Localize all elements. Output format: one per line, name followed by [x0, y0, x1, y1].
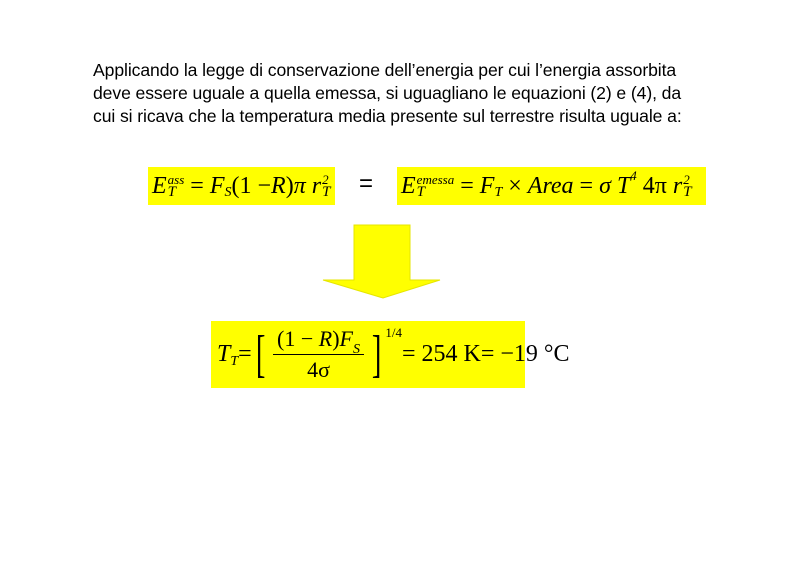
intro-line-2: deve essere uguale a quella emessa, si uguagliano le equazioni (2) e (4), da	[93, 83, 682, 103]
E-indices: ass T	[167, 172, 185, 200]
symbol-F: F	[209, 172, 225, 199]
symbol-E: E	[152, 172, 167, 199]
symbol-T: T	[217, 341, 231, 367]
symbol-pi: π	[293, 172, 306, 199]
symbol-sigma: σ	[599, 172, 611, 199]
middle-equals-sign: =	[359, 170, 374, 197]
intro-line-1: Applicando la legge di conservazione dell’energia per cui l’energia assorbita	[93, 60, 677, 80]
value-celsius: = −19 °C	[480, 341, 570, 367]
value-kelvin: = 254 K	[401, 341, 481, 367]
temperature-result-equation: T T = [ $\frac{(1 - R)F_S}{4\sigma}$ ] 1/4 = 254 K = −19 °C	[211, 321, 525, 388]
symbol-r: r	[311, 172, 322, 199]
emitted-energy-equation: E emessa T = F T × Area = σ T 4 4π r 2 T	[397, 167, 706, 205]
fraction	[273, 326, 364, 383]
intro-line-3: cui si ricava che la temperatura media presente sul terrestre risulta uguale a:	[93, 106, 682, 126]
left-bracket: [	[255, 325, 266, 383]
symbol-E: E	[401, 172, 416, 199]
fraction-denominator: 4σ	[307, 357, 330, 382]
exponent: 1/4	[385, 324, 402, 340]
absorbed-energy-equation: E ass T = F S (1 − R ) π r 2 T	[148, 167, 335, 205]
right-bracket: ]	[371, 325, 382, 383]
equals-sign: =	[190, 172, 204, 199]
fraction-numerator: $(1 - R)F_S$	[273, 326, 364, 355]
